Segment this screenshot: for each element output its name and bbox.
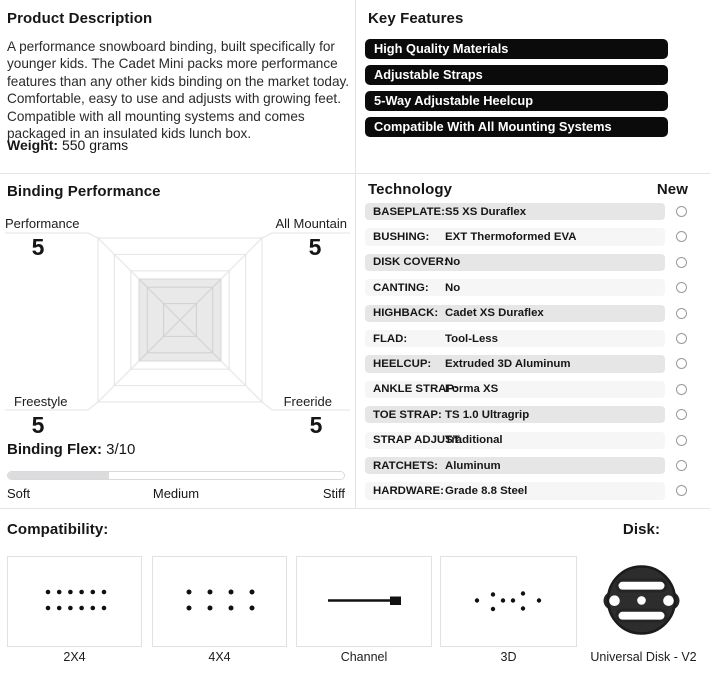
binding-flex-value: 3/10 [102, 441, 136, 458]
pattern-2x4-icon [8, 557, 143, 646]
tech-label: CANTING: [373, 281, 429, 294]
compat-box-3d [440, 556, 577, 647]
tech-label: HIGHBACK: [373, 307, 439, 320]
tech-value: EXT Thermoformed EVA [445, 231, 577, 244]
universal-disk-icon [596, 555, 687, 646]
table-row [365, 279, 705, 296]
new-radio[interactable] [676, 460, 687, 471]
pattern-channel-icon [297, 557, 433, 646]
new-radio[interactable] [676, 257, 687, 268]
compat-label-4x4: 4X4 [208, 650, 231, 664]
tech-value: No [445, 256, 461, 269]
weight-line [7, 137, 128, 153]
compat-box-4x4 [152, 556, 287, 647]
tech-value: S5 XS Duraflex [445, 205, 527, 218]
new-radio[interactable] [676, 333, 687, 344]
compat-label-channel: Channel [340, 650, 388, 664]
tech-value: Grade 8.8 Steel [445, 484, 528, 497]
new-radio[interactable] [676, 282, 687, 293]
radar-value-all-mountain: 5 [308, 234, 322, 260]
flex-meter-fill [8, 472, 109, 479]
radar-label-performance: Performance [5, 216, 80, 231]
tech-label: FLAD: [373, 332, 408, 345]
tech-label: HEELCUP: [373, 357, 432, 370]
vertical-divider [355, 0, 356, 508]
table-row [365, 355, 705, 372]
horizontal-divider-top [0, 173, 710, 174]
new-radio[interactable] [676, 206, 687, 217]
table-row [365, 432, 705, 449]
weight-label: Weight: [7, 137, 59, 153]
tech-label: STRAP ADJUST: [373, 434, 463, 447]
table-row [365, 228, 705, 245]
table-row [365, 457, 705, 474]
binding-flex-label: Binding Flex: [7, 441, 102, 458]
key-feature-badge: Adjustable Straps [365, 65, 668, 85]
compat-box-2x4 [7, 556, 142, 647]
radar-value-performance: 5 [31, 234, 45, 260]
compat-label-3d: 3D [500, 650, 517, 664]
technology-title: Technology [368, 181, 453, 198]
tech-value: Cadet XS Duraflex [445, 307, 544, 320]
tech-value: Extruded 3D Aluminum [445, 357, 571, 370]
tech-label: DISK COVER: [373, 256, 448, 269]
radar-value-freeride: 5 [309, 412, 323, 438]
new-column-header: New [656, 181, 688, 198]
flex-scale-soft: Soft [7, 486, 31, 501]
disk-title: Disk: [622, 521, 661, 538]
tech-value: No [445, 281, 461, 294]
table-row [365, 203, 705, 220]
disk-label: Universal Disk - V2 [590, 650, 697, 664]
tech-label: TOE STRAP: [373, 408, 442, 421]
tech-value: Forma XS [445, 383, 499, 396]
radar-label-freestyle: Freestyle [14, 394, 68, 409]
pattern-4x4-icon [153, 557, 288, 646]
new-radio[interactable] [676, 308, 687, 319]
new-radio[interactable] [676, 358, 687, 369]
radar-label-all-mountain: All Mountain [275, 216, 347, 231]
table-row [365, 406, 705, 423]
binding-performance-title: Binding Performance [7, 183, 161, 200]
pattern-3d-icon [441, 557, 578, 646]
new-radio[interactable] [676, 231, 687, 242]
tech-value: Tool-Less [445, 332, 498, 345]
radar-value-freestyle: 5 [31, 412, 45, 438]
tech-value: Traditional [445, 434, 503, 447]
tech-label: RATCHETS: [373, 459, 438, 472]
tech-value: TS 1.0 Ultragrip [445, 408, 530, 421]
weight-value: 550 grams [58, 137, 129, 153]
compatibility-title: Compatibility: [7, 521, 109, 538]
new-radio[interactable] [676, 435, 687, 446]
product-description-body: A performance snowboard binding, built specifically for younger kids. The Cadet Mini packs more performance features than any other kids binding on the market today. Comfortable, easy to use and adjusts with growing feet. Compatible with all mounting systems and comes packaged in an insulated kids lunch box. [7, 39, 350, 142]
tech-label: ANKLE STRAP: [373, 383, 458, 396]
flex-scale-medium: Medium [152, 486, 200, 501]
table-row [365, 482, 705, 499]
tech-label: BUSHING: [373, 231, 430, 244]
new-radio[interactable] [676, 485, 687, 496]
new-radio[interactable] [676, 409, 687, 420]
flex-meter-track [7, 471, 345, 480]
binding-flex-line [7, 441, 135, 458]
compat-label-2x4: 2X4 [63, 650, 86, 664]
table-row [365, 381, 705, 398]
technology-table [365, 203, 705, 508]
tech-label: HARDWARE: [373, 484, 444, 497]
key-feature-badge: 5-Way Adjustable Heelcup [365, 91, 668, 111]
tech-value: Aluminum [445, 459, 501, 472]
tech-label: BASEPLATE: [373, 205, 445, 218]
table-row [365, 330, 705, 347]
new-radio[interactable] [676, 384, 687, 395]
key-feature-badge: Compatible With All Mounting Systems [365, 117, 668, 137]
radar-label-freeride: Freeride [283, 394, 332, 409]
table-row [365, 254, 705, 271]
horizontal-divider-bottom [0, 508, 710, 509]
flex-scale-stiff: Stiff [322, 486, 345, 501]
key-feature-badge: High Quality Materials [365, 39, 668, 59]
table-row [365, 305, 705, 322]
key-features-title: Key Features [368, 10, 464, 27]
compat-box-channel [296, 556, 432, 647]
product-description-title: Product Description [7, 10, 153, 27]
radar-fill-area [139, 279, 221, 361]
